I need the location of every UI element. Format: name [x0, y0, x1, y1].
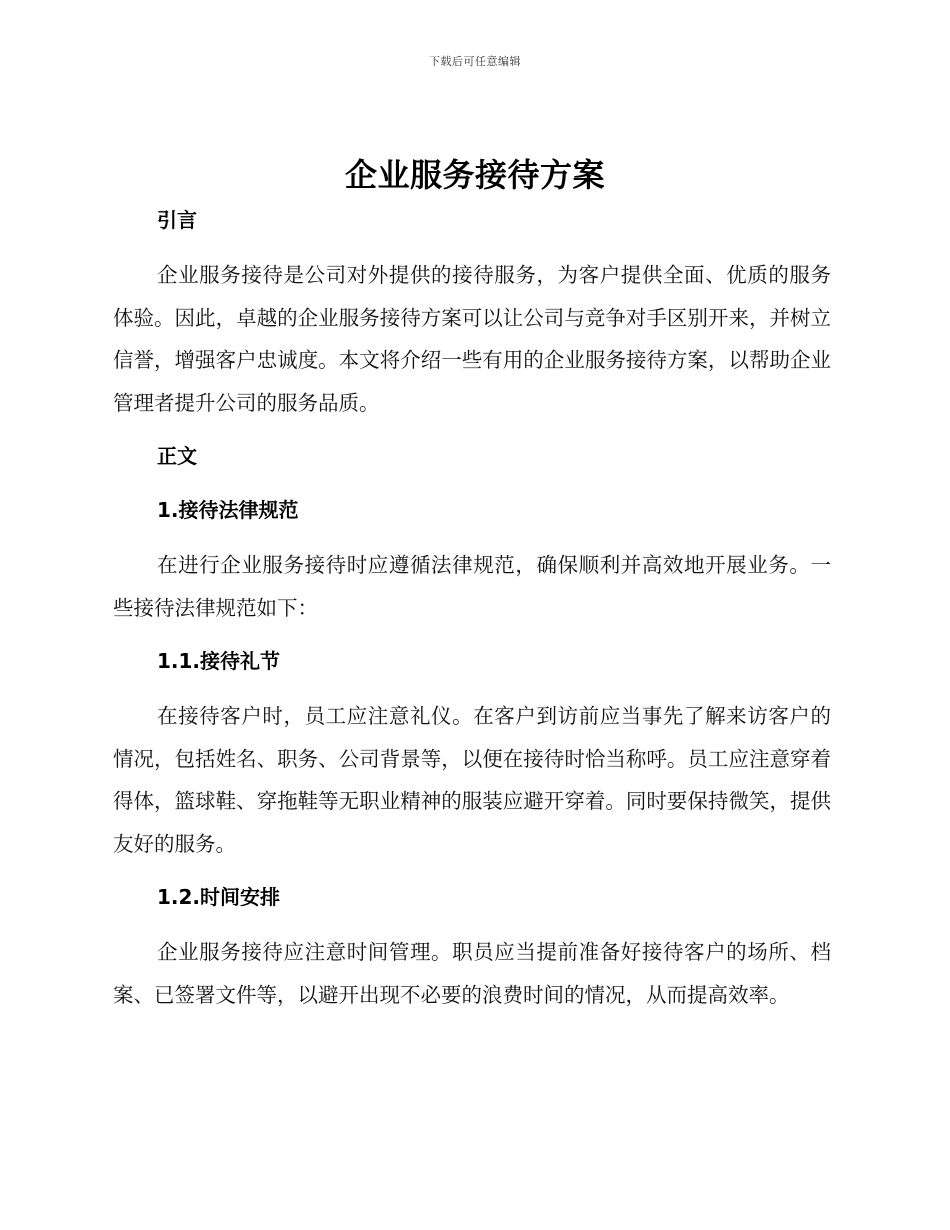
section-1-2-paragraph: 企业服务接待应注意时间管理。职员应当提前准备好接待客户的场所、档案、已签署文件等，以避开出现不必要的浪费时间的情况，从而提高效率。 [113, 940, 831, 1007]
document-title: 企业服务接待方案 [344, 156, 605, 194]
section-1-paragraph: 在进行企业服务接待时应遵循法律规范，确保顺利并高效地开展业务。一些接待法律规范如下： [113, 553, 831, 620]
intro-paragraph: 企业服务接待是公司对外提供的接待服务，为客户提供全面、优质的服务体验。因此，卓越的企业服务接待方案可以让公司与竞争对手区别开来，并树立信誉，增强客户忠诚度。本文将介绍一些有用的企业服务接待方案，以帮助企业管理者提升公司的服务品质。 [113, 263, 831, 415]
intro-heading: 引言 [157, 208, 197, 232]
section-1-heading: 1.接待法律规范 [157, 498, 299, 522]
body-heading: 正文 [157, 444, 197, 468]
section-1-1-heading: 1.1.接待礼节 [157, 649, 281, 673]
section-1-1-paragraph: 在接待客户时，员工应注意礼仪。在客户到访前应当事先了解来访客户的情况，包括姓名、职务、公司背景等，以便在接待时恰当称呼。员工应注意穿着得体，篮球鞋、穿拖鞋等无职业精神的服装应避开穿着。同时要保持微笑，提供友好的服务。 [113, 704, 831, 856]
header-note: 下载后可任意编辑 [429, 55, 521, 68]
document-body [113, 200, 831, 1016]
section-1-2-heading: 1.2.时间安排 [157, 885, 281, 909]
